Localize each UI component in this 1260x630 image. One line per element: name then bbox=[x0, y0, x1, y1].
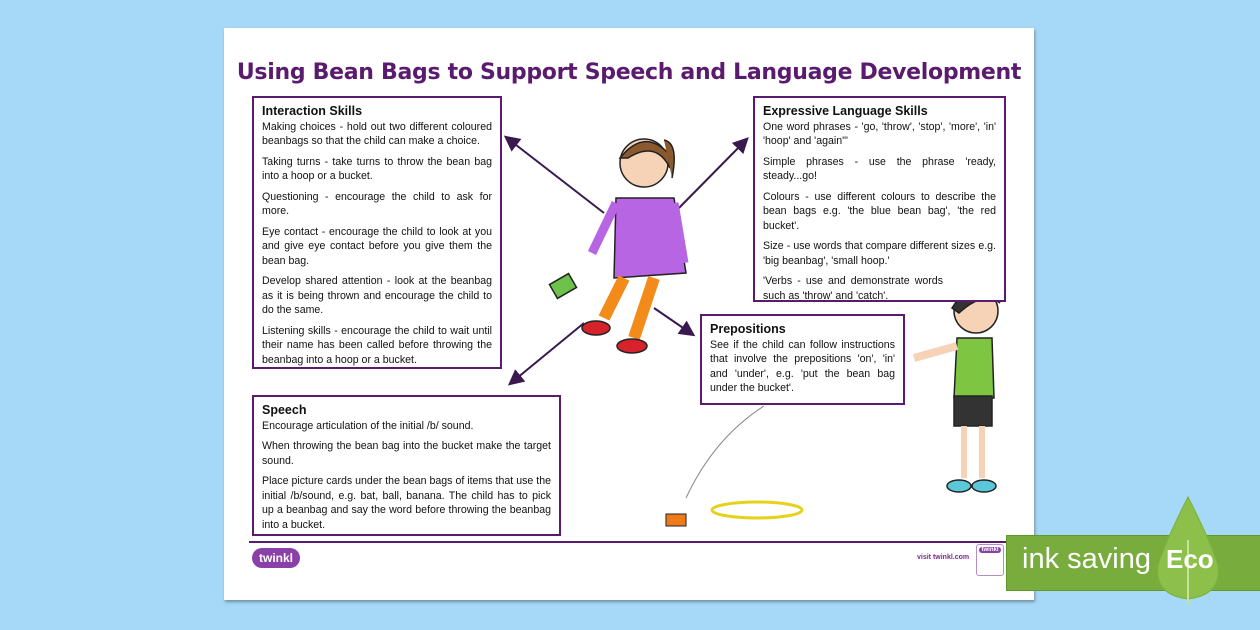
box-heading: Prepositions bbox=[710, 322, 786, 336]
beanbag bbox=[666, 514, 686, 526]
box-heading: Expressive Language Skills bbox=[763, 104, 928, 118]
tip: Eye contact - encourage the child to look at you and give eye contact before you give them the bean bag. bbox=[262, 225, 492, 267]
motion-lines bbox=[686, 406, 764, 498]
tip: Develop shared attention - look at the beanbag as it is being thrown and encourage the child to do the same. bbox=[262, 275, 492, 316]
tip: When throwing the bean bag into the bucket make the target sound. bbox=[262, 440, 551, 467]
prepositions-box bbox=[700, 314, 905, 405]
speech-box bbox=[252, 395, 561, 536]
interaction-skills-box bbox=[252, 96, 502, 369]
tip: Simple phrases - use the phrase 'ready, steady...go! bbox=[763, 155, 996, 182]
girl-throwing-figure bbox=[914, 289, 1000, 492]
tip: One word phrases - 'go, 'throw', 'stop', 'more', 'in' 'hoop' and 'again'" bbox=[763, 120, 996, 147]
tip: Listening skills - encourage the child to wait until their name has been called before throwing the beanbag into a hoop or a bucket. bbox=[262, 324, 492, 366]
eco-label: ink saving bbox=[1022, 543, 1151, 575]
girl-kicking-figure bbox=[549, 139, 686, 353]
tip: Questioning - encourage the child to ask for more. bbox=[262, 190, 492, 217]
box-heading: Speech bbox=[262, 403, 307, 417]
footer-divider bbox=[249, 541, 1009, 543]
tip: Colours - use different colours to describe the bean bags e.g. 'the blue bean bag', 'the red bucket'. bbox=[763, 190, 996, 232]
tip: Taking turns - take turns to throw the bean bag into a hoop or a bucket. bbox=[262, 155, 492, 182]
tip: Size - use words that compare different sizes e.g. 'big beanbag', 'small hoop.' bbox=[763, 240, 996, 267]
visit-link[interactable]: visit twinkl.com bbox=[917, 554, 970, 561]
eco-word: Eco bbox=[1166, 544, 1214, 574]
quality-badge bbox=[976, 544, 1004, 576]
badge-label: twinkl bbox=[979, 547, 1001, 553]
tip: Place picture cards under the bean bags of items that use the initial /b/sound, e.g. bat, ball, banana. The child has to pick up a beanbag and say the word before throwing the beanbag into a bucket. bbox=[262, 475, 551, 531]
twinkl-logo: twinkl bbox=[252, 548, 300, 568]
box-heading: Interaction Skills bbox=[262, 104, 363, 118]
hoop bbox=[712, 502, 802, 518]
tip: See if the child can follow instructions that involve the prepositions 'on', 'in' and 'under', e.g. 'put the bean bag under the bucket'. bbox=[710, 338, 895, 394]
tip: Encourage articulation of the initial /b/ sound. bbox=[262, 419, 474, 432]
expressive-language-box bbox=[753, 96, 1006, 302]
page-title: Using Bean Bags to Support Speech and Language Development bbox=[236, 60, 1022, 85]
tip: Making choices - hold out two different coloured beanbags so that the child can make a choice. bbox=[262, 120, 492, 147]
document-page bbox=[224, 28, 1034, 600]
tip: 'Verbs - use and demonstrate words such as 'throw' and 'catch'. bbox=[763, 275, 943, 302]
